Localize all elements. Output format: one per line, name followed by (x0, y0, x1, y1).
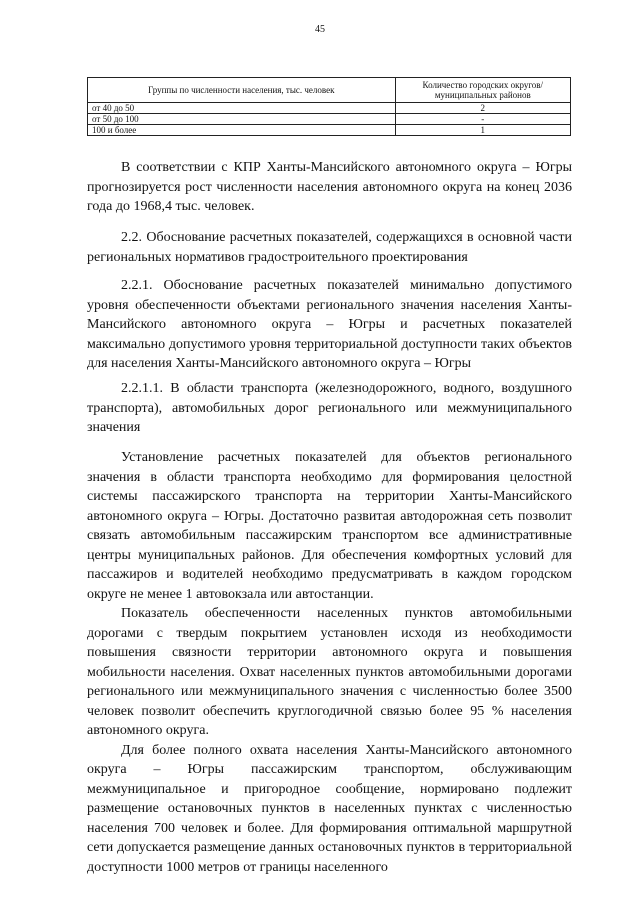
section-2-2-1-heading: 2.2.1. Обоснование расчетных показателей минимально допустимого уровня обеспеченности объектами регионального значения населения Ханты-Мансийского автономного округа – Югры и расчетных показателей максимально допустимого уровня территориальной доступности таких объектов для населения Ханты-Мансийского автономного округа – Югры (87, 278, 572, 371)
section-2-2-1-1-heading: 2.2.1.1. В области транспорта (железнодорожного, водного, воздушного транспорта), автомобильных дорог регионального или межмуниципального значения (87, 381, 572, 435)
table-cell-group: 100 и более (88, 125, 396, 136)
table-cell-count: 1 (395, 125, 570, 136)
section-2-2-1-heading-block (87, 276, 572, 374)
table-header-count: Количество городских округов/муниципальных районов (395, 78, 570, 103)
table-row (88, 125, 571, 136)
table-row (88, 103, 571, 114)
table-cell-count: - (395, 114, 570, 125)
table-header-row (88, 78, 571, 103)
body-paragraph-transport: Установление расчетных показателей для объектов регионального значения в области транспорта необходимо для формирования целостной системы пассажирского транспорта на территории Ханты-Мансийского автономного округа – Югры. Достаточно развитая автодорожная сеть позволит связать автомобильным пассажирским транспортом все административные центры муниципальных районов. Для обеспечения комфортных условий для пассажиров и водителей необходимо предусматривать в каждом городском округе не менее 1 автовокзала или автостанции. (87, 450, 572, 602)
forecast-paragraph-block (87, 158, 572, 217)
table-cell-group: от 40 до 50 (88, 103, 396, 114)
section-2-2-heading: 2.2. Обоснование расчетных показателей, содержащихся в основной части региональных нормативов градостроительного проектирования (87, 230, 572, 265)
body-paragraph-stops: Для более полного охвата населения Ханты-Мансийского автономного округа – Югры пассажирским транспортом, обслуживающим межмуниципальное и пригородное сообщение, нормировано подлежит размещение остановочных пунктов в населенных пунктах с численностью населения 700 человек и более. Для формирования оптимальной маршрутной сети допускается размещение данных остановочных пунктов в территориальной доступности 1000 метров от границы населенного (87, 742, 572, 875)
section-2-2-heading-block (87, 228, 572, 267)
table-cell-count: 2 (395, 103, 570, 114)
table-header-groups: Группы по численности населения, тыс. человек (88, 78, 396, 103)
table-row (88, 114, 571, 125)
page-number: 45 (315, 24, 325, 35)
forecast-paragraph: В соответствии с КПР Ханты-Мансийского автономного округа – Югры прогнозируется рост численности населения автономного округа на конец 2036 года до 1968,4 тыс. человек. (87, 160, 572, 214)
table-cell-group: от 50 до 100 (88, 114, 396, 125)
body-paragraph-roads: Показатель обеспеченности населенных пунктов автомобильными дорогами с твердым покрытием установлен исходя из необходимости повышения связности территории автономного округа и повышения мобильности населения. Охват населенных пунктов автомобильными дорогами регионального или межмуниципального значения с численностью более 3500 человек позволит обеспечить круглогодичной связью более 95 % населения автономного округа. (87, 606, 572, 738)
population-groups-table (87, 77, 571, 136)
section-2-2-1-1-heading-block (87, 379, 572, 438)
body-text-block (87, 448, 572, 877)
